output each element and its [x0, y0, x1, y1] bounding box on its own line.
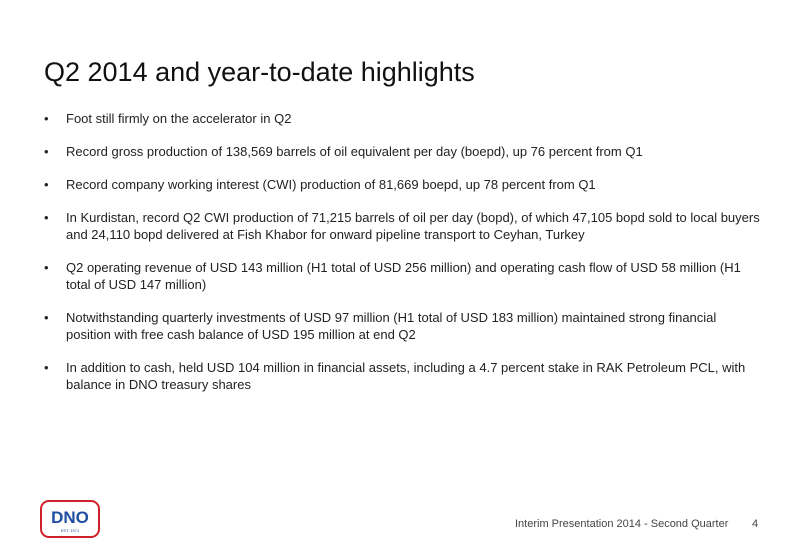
bullet-text: In addition to cash, held USD 104 million in financial assets, including a 4.7 percent stake in RAK Petroleum PCL, with balance in DNO treasury shares: [66, 360, 746, 392]
bullet-item: [44, 309, 764, 343]
bullet-marker: •: [44, 111, 49, 126]
dno-logo: [40, 500, 100, 538]
logo-text: DNO: [51, 508, 89, 527]
bullet-marker: •: [44, 310, 49, 325]
bullet-item: [44, 110, 764, 127]
logo-subtext: EST. 1971: [60, 528, 80, 533]
bullet-marker: •: [44, 260, 49, 275]
bullet-text: Record gross production of 138,569 barrels of oil equivalent per day (boepd), up 76 percent from Q1: [66, 144, 643, 159]
footer-text: Interim Presentation 2014 - Second Quarter: [515, 518, 729, 530]
bullet-text: Notwithstanding quarterly investments of USD 97 million (H1 total of USD 183 million) maintained strong financial position with free cash balance of USD 195 million at end Q2: [66, 310, 717, 342]
bullet-text: Q2 operating revenue of USD 143 million (H1 total of USD 256 million) and operating cash flow of USD 58 million (H1 total of USD 147 million): [66, 260, 741, 292]
bullet-item: [44, 359, 764, 393]
bullet-item: [44, 209, 764, 243]
bullet-marker: •: [44, 144, 49, 159]
bullet-list: [44, 110, 764, 409]
bullet-text: Record company working interest (CWI) production of 81,669 boepd, up 78 percent from Q1: [66, 177, 596, 192]
bullet-item: [44, 143, 764, 160]
slide-title: Q2 2014 and year-to-date highlights: [44, 57, 475, 87]
bullet-text: Foot still firmly on the accelerator in Q2: [66, 111, 292, 126]
bullet-item: [44, 176, 764, 193]
bullet-text: In Kurdistan, record Q2 CWI production of 71,215 barrels of oil per day (bopd), of which 47,105 bopd sold to local buyers and 24,110 bopd delivered at Fish Khabor for onward pipeline transport to Ceyhan, Turkey: [66, 210, 760, 242]
bullet-item: [44, 259, 764, 293]
bullet-marker: •: [44, 210, 49, 225]
bullet-marker: •: [44, 177, 49, 192]
page-number: 4: [752, 518, 759, 530]
bullet-marker: •: [44, 360, 49, 375]
